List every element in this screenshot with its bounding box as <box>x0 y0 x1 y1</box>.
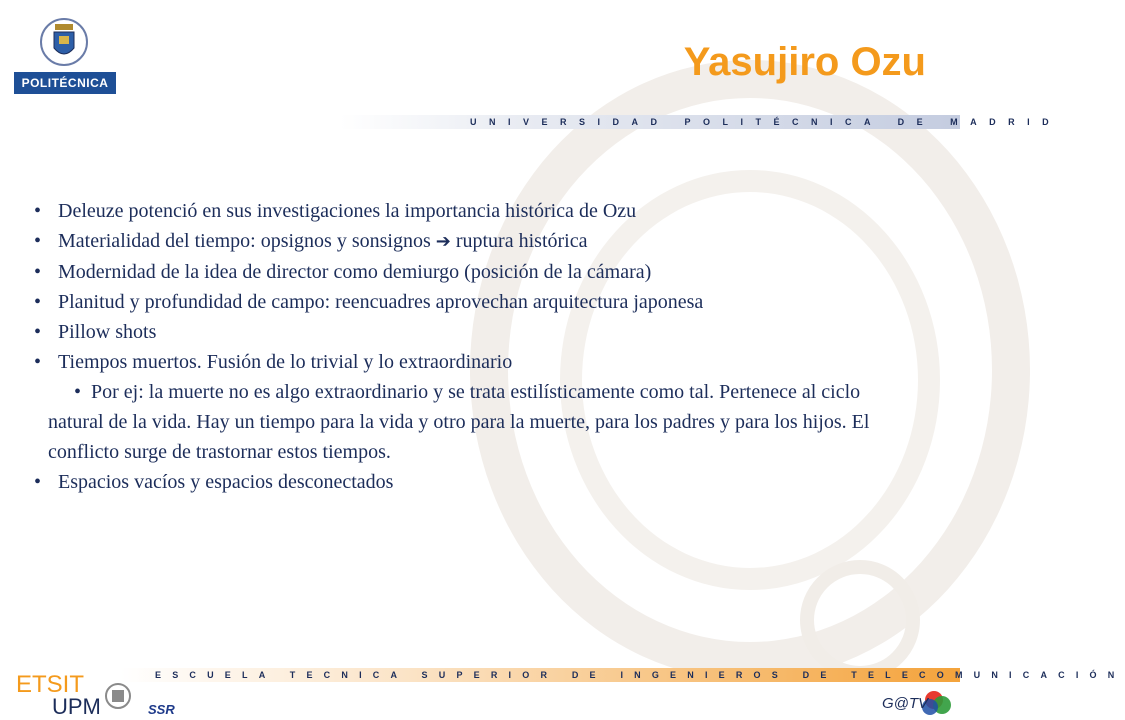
university-banner-text: UNIVERSIDAD POLITÉCNICA DE MADRID <box>470 117 1062 127</box>
school-banner-text: ESCUELA TECNICA SUPERIOR DE INGENIEROS DE TELECOMUNICACIÓN <box>155 670 1125 680</box>
upm-seal-center <box>112 690 124 702</box>
page-title: Yasujiro Ozu <box>683 40 926 84</box>
bullet-item: • Planitud y profundidad de campo: reencuadres aprovechan arquitectura japonesa <box>34 287 934 317</box>
upm-logo-text: UPM <box>52 694 101 719</box>
ssr-logo-text: SSR <box>148 702 175 717</box>
bullet-item: • Materialidad del tiempo: opsignos y sonsignos ➔ ruptura histórica <box>34 226 934 257</box>
arrow-right-icon: ➔ <box>435 231 451 252</box>
slide-content <box>34 196 934 497</box>
bullet-item: • Deleuze potenció en sus investigaciones la importancia histórica de Ozu <box>34 196 934 226</box>
sub-bullet-item: • Por ej: la muerte no es algo extraordinario y se trata estilísticamente como tal. Pertenece al ciclo natural de la vida. Hay un tiempo para la vida y otro para la muerte, para los padres y para los hijos. El conflicto surge de trastornar estos tiempos. <box>48 381 870 463</box>
etsit-logo-text: ETSIT <box>16 671 85 698</box>
logo-band: POLITÉCNICA <box>14 72 116 94</box>
sun-watermark <box>800 560 920 680</box>
sub-bullet-marker: • <box>74 381 82 403</box>
etsit-upm-logo <box>14 660 175 719</box>
bullet-item: • Espacios vacíos y espacios desconectados <box>34 467 934 497</box>
politecnica-logo <box>14 12 116 94</box>
gatv-logo <box>878 688 954 716</box>
bullet-item: • Pillow shots <box>34 317 934 347</box>
gatv-logo-text: G@TV <box>882 695 929 712</box>
coat-of-arms-icon <box>40 16 88 68</box>
bullet-item: • Tiempos muertos. Fusión de lo trivial y lo extraordinario <box>34 347 934 377</box>
bullet-list <box>34 196 934 497</box>
bullet-item: • Modernidad de la idea de director como demiurgo (posición de la cámara) <box>34 257 934 287</box>
